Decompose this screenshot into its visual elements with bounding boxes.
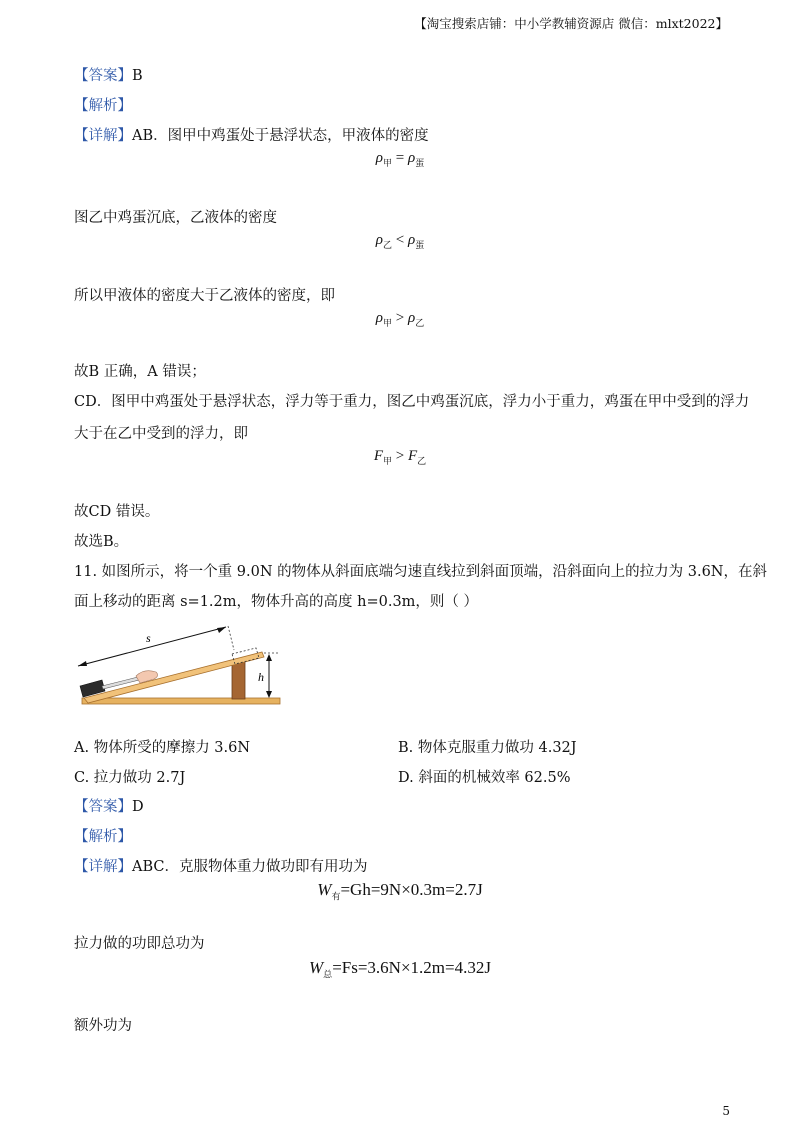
detail-tag: 【详解】 (74, 128, 132, 144)
detail-line (74, 124, 429, 145)
option-d: D. 斜面的机械效率 62.5% (398, 770, 571, 786)
text-line: 故B 正确，A 错误； (74, 364, 206, 380)
incline-figure (72, 614, 284, 710)
question-stem-line1: 11. 如图所示，将一个重 9.0N 的物体从斜面底端匀速直线拉到斜面顶端，沿斜面向上的拉力为 3.6N，在斜 (74, 564, 767, 580)
text-line: CD．图甲中鸡蛋处于悬浮状态，浮力等于重力，图乙中鸡蛋沉底，浮力小于重力，鸡蛋在甲中受到的浮力 (74, 394, 750, 410)
text-line: 拉力做的功即总功为 (74, 936, 205, 952)
answer-value: B (132, 68, 143, 84)
option-c: C. 拉力做功 2.7J (74, 770, 186, 786)
support-block (232, 660, 245, 699)
question-stem-line2: 面上移动的距离 s=1.2m，物体升高的高度 h=0.3m，则（ ） (74, 594, 479, 610)
detail-text: ABC．克服物体重力做功即有用功为 (132, 859, 368, 875)
detail-line (74, 855, 368, 876)
answer-tag: 【答案】 (74, 799, 132, 815)
text-line: 图乙中鸡蛋沉底，乙液体的密度 (74, 210, 277, 226)
page-header: 【淘宝搜索店铺：中小学教辅资源店 微信：mlxt2022】 (414, 16, 728, 31)
option-a: A. 物体所受的摩擦力 3.6N (74, 740, 251, 756)
base-board (82, 698, 280, 704)
s-arrow (78, 627, 226, 666)
s-label: s (146, 631, 151, 645)
formula-density-1: $\rho_甲 = \rho_蛋$ (375, 150, 425, 168)
formula-total-work: $W_总=Fs=3.6N\times 1.2m=4.32J$ (309, 958, 491, 980)
answer-tag: 【答案】 (74, 68, 132, 84)
option-b: B. 物体克服重力做功 4.32J (398, 740, 577, 756)
formula-density-3: $\rho_甲 > \rho_乙$ (375, 310, 425, 328)
text-line: 故选B。 (74, 534, 129, 550)
answer-line (74, 795, 144, 816)
text-line: 大于在乙中受到的浮力，即 (74, 426, 248, 442)
answer-line (74, 64, 143, 85)
formula-density-2: $\rho_乙 < \rho_蛋$ (375, 232, 425, 250)
detail-text: AB．图甲中鸡蛋处于悬浮状态，甲液体的密度 (132, 128, 429, 144)
page-number: 5 (722, 1104, 730, 1118)
analysis-tag: 【解析】 (74, 829, 132, 845)
formula-buoyancy: $F_甲 > F_乙$ (373, 448, 427, 466)
analysis-tag: 【解析】 (74, 98, 132, 114)
h-label: h (258, 670, 264, 684)
text-line: 额外功为 (74, 1018, 132, 1034)
formula-useful-work: $W_有=Gh=9N\times 0.3m=2.7J$ (317, 880, 483, 902)
answer-value: D (132, 799, 144, 815)
detail-tag: 【详解】 (74, 859, 132, 875)
text-line: 所以甲液体的密度大于乙液体的密度，即 (74, 288, 335, 304)
text-line: 故CD 错误。 (74, 504, 160, 520)
